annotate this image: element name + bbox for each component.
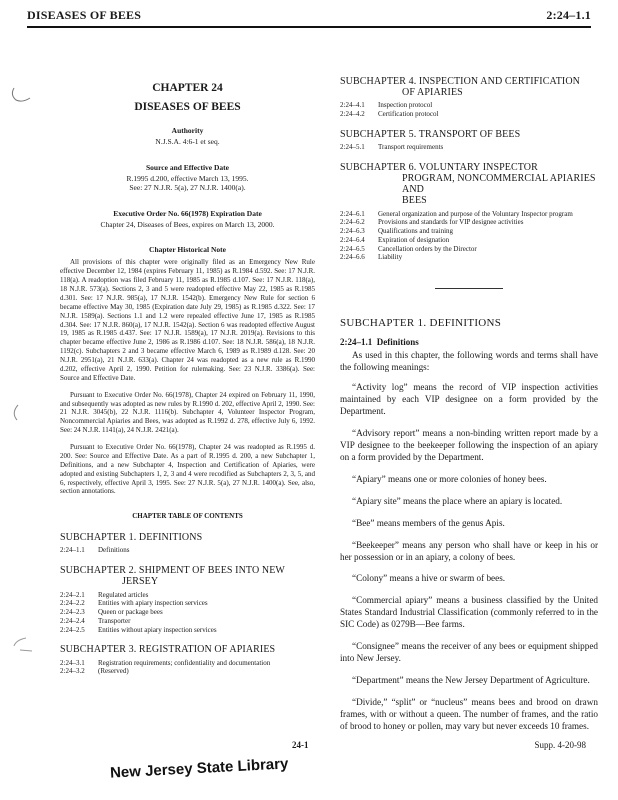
toc-subchapter: SUBCHAPTER 6. VOLUNTARY INSPECTOR PROGRAM, NONCOMMERCIAL APIARIES AND BEES 2:24–6.1 General organization and purpose of the Voluntary Inspector program 2:24–6.2 Provisions and standards for VIP designee activities 2:24–6.3 Qualifications and training 2:24–6.4 Expiration of designation 2:24–6.5 Cancellation orders by the Director 2:24–6.6 Liability: [340, 162, 598, 262]
toc-subchapter: [340, 129, 598, 152]
header-title: DISEASES OF BEES: [27, 8, 142, 22]
toc-entry[interactable]: 2:24–3.1 Registration requirements; confidentiality and documentation: [60, 658, 271, 667]
historical-note-paragraph: Pursuant to Executive Order No. 66(1978), Chapter 24 was readopted as R.1995 d. 200. See: Source and Effective Date. As a part of R.1995 d. 200, a new Subchapter 1, Definitions, and a new Subchapter 4, Inspection and Certification of Apiaries, were adopted and existing Subchapters 1, 2, 3 and 4 were recodified as Subchapters 2, 3, 5, and 6, respectively, effective April 3, 1995. See: 27 N.J.R. 5(a), 27 N.J.R. 1400(a). See, also, section annotations.: [60, 443, 315, 496]
right-column: [340, 76, 598, 743]
toc-subchapter-title: SUBCHAPTER 6. VOLUNTARY INSPECTOR: [340, 161, 538, 173]
toc-entry[interactable]: 2:24–6.1 General organization and purpose of the Voluntary Inspector program: [340, 209, 573, 218]
running-header: [27, 6, 591, 28]
chapter-number: CHAPTER 24: [152, 82, 223, 94]
definition-paragraph: “Advisory report” means a non-binding written report made by a VIP designee to the beekeeper following the inspection of an apiary on a form provided by the Department.: [340, 427, 598, 462]
toc-entry[interactable]: 2:24–2.4 Transporter: [60, 616, 131, 625]
toc-subchapter-title: SUBCHAPTER 5. TRANSPORT OF BEES: [340, 128, 521, 140]
definition-paragraph: “Bee” means members of the genus Apis.: [352, 517, 505, 528]
header-section-number: 2:24–1.1: [546, 8, 591, 22]
toc-subchapter-title: SUBCHAPTER 1. DEFINITIONS: [60, 532, 203, 544]
toc-entry[interactable]: 2:24–4.1 Inspection protocol: [340, 101, 433, 110]
toc-entry[interactable]: 2:24–6.5 Cancellation orders by the Director: [340, 244, 477, 253]
toc-entry[interactable]: 2:24–2.1 Regulated articles: [60, 590, 149, 599]
historical-note-paragraph: Pursuant to Executive Order No. 66(1978), Chapter 24 expired on February 11, 1990, and subsequently was adopted as new rules by R.1990 d. 202, effective April 2, 1990. See: 21 N.J.R. 3045(b), 22 N.J.R. 1116(b). Subchapter 4, Volunteer Inspector Program, Noncommercial Apiaries and Bees, was adopted as R.1992 d. 278, effective July 6, 1992. See: 24 N.J.R. 1141(a), 24 N.J.R. 2421(a).: [60, 390, 315, 435]
definitions-intro: As used in this chapter, the following words and terms shall have the following meanings:: [340, 350, 598, 373]
library-stamp: New Jersey State Library: [109, 755, 289, 782]
definition-paragraph: “Colony” means a hive or swarm of bees.: [352, 573, 506, 584]
chapter-name: DISEASES OF BEES: [134, 101, 241, 113]
definition-paragraph: “Department” means the New Jersey Department of Agriculture.: [352, 675, 590, 686]
section-title: 2:24–1.1 Definitions: [340, 337, 419, 348]
source-line: R.1995 d.200, effective March 13, 1995.: [126, 173, 249, 183]
definition-paragraph: “Activity log” means the record of VIP inspection activities maintained by each VIP designee on a form provided by the Department.: [340, 381, 598, 416]
toc-entry[interactable]: 2:24–3.2 (Reserved): [60, 667, 129, 676]
margin-bracket-mark: [8, 86, 34, 104]
authority-heading: Authority: [171, 126, 204, 135]
toc-entry[interactable]: 2:24–5.1 Transport requirements: [340, 143, 444, 152]
expiration-heading: Executive Order No. 66(1978) Expiration Date: [113, 208, 262, 218]
toc-entry[interactable]: 2:24–6.6 Liability: [340, 253, 403, 262]
left-column: [60, 82, 315, 676]
toc-entry[interactable]: 2:24–6.2 Provisions and standards for VIP designee activities: [340, 218, 524, 227]
definition-paragraph: “Commercial apiary” means a business classified by the United States Standard Industrial Classification (commonly referred to in the SIC Code) as 0279B—Bee farms.: [340, 595, 598, 630]
authority-text: N.J.S.A. 4:6-1 et seq.: [155, 137, 220, 146]
definition-paragraph: “Beekeeper” means any person who shall have or keep in his or her possession or in an apiary, a colony of bees.: [340, 539, 598, 562]
toc-subchapter: SUBCHAPTER 4. INSPECTION AND CERTIFICATION OF APIARIES 2:24–4.1 Inspection protocol 2:24–4.2 Certification protocol: [340, 76, 598, 119]
historical-note-paragraph: All provisions of this chapter were originally filed as an Emergency New Rule effective December 12, 1984 (expires February 11, 1985) as R.1984 d.592. See: 17 N.J.R. 118(a). A readoption was filed February 11, 1985 as R.1985 d.107. See: 17 N.J.R. 118(a), 18 N.J.R. 573(a). Sections 2, 3 and 5 were readopted effective May 22, 1985 as R.1985 d.301. See: 17 N.J.R. 985(a), 17 N.J.R. 1542(b). Emergency New Rule for section 6 became effective May 30, 1985 (Expiration date July 29, 1985) as R.1985 d.322. See: 17 N.J.R. 1589(a). Sections 1.1 and 1.2 were repealed effective June 17, 1985 as R.1985 d.304. See: 17 N.J.R. 860(a), 17 N.J.R. 1542(a). Section 6 was readopted effective August 19, 1985 as R.1985 d.437. See: 17 N.J.R. 1589(a), 17 N.J.R. 2019(a). Revisions to this chapter became effective June 2, 1986 as R.1986 d.107. See: 18 N.J.R. 586(a), 18 N.J.R. 1192(c). Subchapters 2 and 3 became effective March 6, 1989 as R.1989 d.128. See: 20 N.J.R. 2951(a), 21 N.J.R. 633(a). Chapter 24 was readopted as a new rule as R.1990 d.202, effective April 2, 1990. Petition for rulemaking. See: 23 N.J.R. 3386(a). See: Source and Effective Date.: [60, 258, 315, 382]
expiration-text: Chapter 24, Diseases of Bees, expires on March 13, 2000.: [100, 219, 275, 229]
toc-entry[interactable]: 2:24–2.2 Entities with apiary inspection services: [60, 599, 208, 608]
page-number: 24-1: [292, 740, 309, 750]
definition-paragraph: “Consignee” means the receiver of any bees or equipment shipped into New Jersey.: [340, 641, 598, 664]
toc-entry[interactable]: 2:24–2.3 Queen or package bees: [60, 608, 163, 617]
toc-heading: CHAPTER TABLE OF CONTENTS: [132, 512, 243, 521]
toc-subchapter-title: SUBCHAPTER 2. SHIPMENT OF BEES INTO NEW: [60, 565, 285, 577]
toc-subchapter: [60, 532, 315, 555]
toc-entry[interactable]: 2:24–6.4 Expiration of designation: [340, 235, 450, 244]
toc-subchapter-title: SUBCHAPTER 4. INSPECTION AND CERTIFICATION: [340, 76, 581, 87]
section-divider: [435, 288, 503, 289]
definition-paragraph: “Apiary” means one or more colonies of honey bees.: [352, 473, 547, 484]
definition-paragraph: “Divide,” “split” or “nucleus” means bees and brood on drawn frames, with or without a queen. The number of frames, and the ratio of brood to honey or pollen, may vary but never exceeds 10 frames.: [340, 697, 598, 732]
historical-note-heading: Chapter Historical Note: [149, 245, 226, 255]
definition-paragraph: “Apiary site” means the place where an apiary is located.: [352, 495, 563, 506]
toc-entry[interactable]: 2:24–1.1 Definitions: [60, 546, 130, 555]
margin-bracket-mark: [8, 404, 34, 422]
source-heading: Source and Effective Date: [146, 162, 229, 172]
supplement-date: Supp. 4-20-98: [534, 740, 586, 750]
definitions-subchapter-heading: SUBCHAPTER 1. DEFINITIONS: [340, 317, 502, 330]
toc-subchapter: SUBCHAPTER 2. SHIPMENT OF BEES INTO NEW JERSEY 2:24–2.1 Regulated articles 2:24–2.2 Entities with apiary inspection services 2:24–2.3 Queen or package bees 2:24–2.4 Transporter 2:24–2.5 Entities without apiary inspection services: [60, 565, 315, 634]
toc-subchapter: [60, 644, 315, 676]
toc-entry[interactable]: 2:24–4.2 Certification protocol: [340, 110, 439, 119]
toc-entry[interactable]: 2:24–2.5 Entities without apiary inspection services: [60, 625, 217, 634]
margin-bracket-mark: [8, 636, 34, 654]
toc-entry[interactable]: 2:24–6.3 Qualifications and training: [340, 227, 454, 236]
source-line: See: 27 N.J.R. 5(a), 27 N.J.R. 1400(a).: [129, 183, 246, 193]
toc-subchapter-title: SUBCHAPTER 3. REGISTRATION OF APIARIES: [60, 644, 276, 656]
